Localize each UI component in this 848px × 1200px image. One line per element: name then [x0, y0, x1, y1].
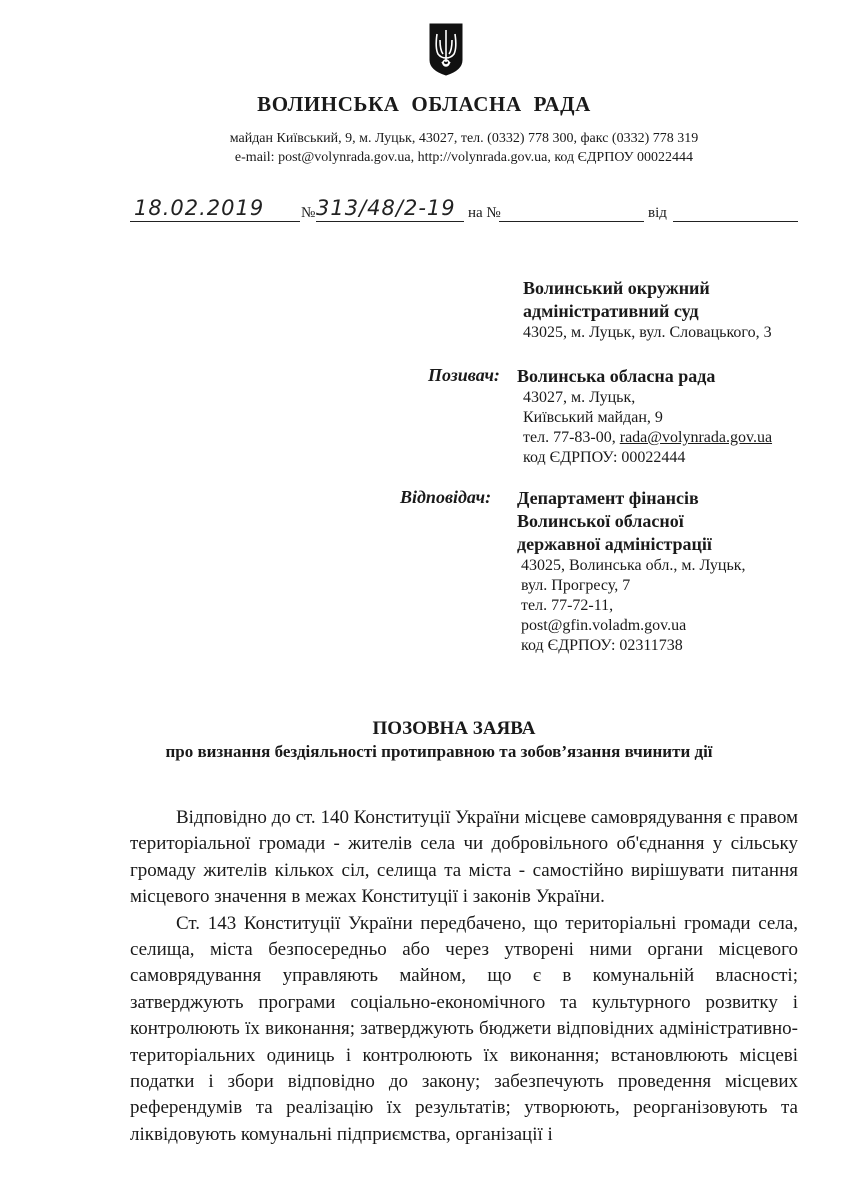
plaintiff-name: Волинська обласна рада	[517, 366, 716, 386]
defendant-name: Департамент фінансів	[517, 488, 699, 508]
ukraine-trident-emblem-icon	[428, 22, 464, 76]
plaintiff-block	[517, 365, 772, 468]
addressee-block	[523, 277, 772, 343]
letterhead-contact-line: майдан Київський, 9, м. Луцьк, 43027, тел. (0332) 778 300, факс (0332) 778 319	[229, 131, 699, 146]
reply-to-label: на №	[468, 205, 501, 221]
document-body	[130, 805, 798, 1148]
plaintiff-address: 43027, м. Луцьк,	[523, 389, 636, 406]
defendant-name: державної адміністрації	[517, 534, 712, 554]
plaintiff-email-link[interactable]: rada@volynrada.gov.ua	[619, 429, 773, 446]
defendant-name: Волинської обласної	[517, 511, 684, 531]
defendant-address: 43025, Волинська обл., м. Луцьк,	[521, 557, 746, 574]
date-underline	[130, 221, 300, 222]
addressee-name: Волинський окружний	[523, 278, 710, 298]
document-title: ПОЗОВНА ЗАЯВА	[372, 718, 536, 739]
document-subtitle: про визнання бездіяльності протиправною та зобов’язання вчинити дії	[165, 742, 713, 761]
defendant-email: post@gfin.voladm.gov.ua	[521, 617, 687, 634]
body-paragraph: Ст. 143 Конституції України передбачено, що територіальні громади села, селища, міста безпосередньо або через утворені ними органи місцевого самоврядування управляють майном, що є в комунальній власності; затверджують програми соціально-економічного та культурного розвитку і контролюють їх виконання; затверджують бюджети відповідних адміністративно-територіальних одиниць і контролюють їх виконання; встановлюють місцеві податки і збори відповідно до закону; забезпечують проведення місцевих референдумів та реалізацію їх результатів; утворюють, реорганізовують та ліквідовують комунальні підприємства, організації і	[130, 912, 798, 1145]
defendant-label: Відповідач:	[400, 487, 492, 507]
addressee-name: адміністративний суд	[523, 301, 699, 321]
from-label: від	[648, 205, 667, 221]
number-label: №	[301, 205, 316, 221]
plaintiff-label: Позивач:	[428, 365, 500, 385]
from-underline	[673, 221, 798, 222]
organization-title: ВОЛИНСЬКА ОБЛАСНА РАДА	[257, 92, 591, 116]
plaintiff-code: код ЄДРПОУ: 00022444	[523, 449, 686, 466]
plaintiff-address: Київський майдан, 9	[523, 409, 663, 426]
letterhead-contact-line: e-mail: post@volynrada.gov.ua, http://volynrada.gov.ua, код ЄДРПОУ 00022444	[234, 150, 694, 165]
registration-number: 313/48/2-19	[316, 196, 456, 220]
addressee-address: 43025, м. Луцьк, вул. Словацького, 3	[523, 324, 772, 341]
registration-line	[116, 196, 806, 226]
plaintiff-phone: тел. 77-83-00,	[523, 429, 620, 446]
reply-to-underline	[499, 221, 644, 222]
body-paragraph: Відповідно до ст. 140 Конституції України місцеве самоврядування є правом територіальної громади - жителів села чи добровільного об'єднання у сільську громаду жителів кількох сіл, селища та міста - самостійно вирішувати питання місцевого значення в межах Конституції і законів України.	[130, 807, 798, 908]
defendant-code: код ЄДРПОУ: 02311738	[521, 637, 683, 654]
defendant-phone: тел. 77-72-11,	[521, 597, 614, 614]
number-underline	[316, 221, 464, 222]
defendant-block	[517, 487, 746, 656]
defendant-address: вул. Прогресу, 7	[521, 577, 631, 594]
registration-date: 18.02.2019	[134, 196, 265, 220]
plaintiff-contacts	[523, 428, 772, 448]
